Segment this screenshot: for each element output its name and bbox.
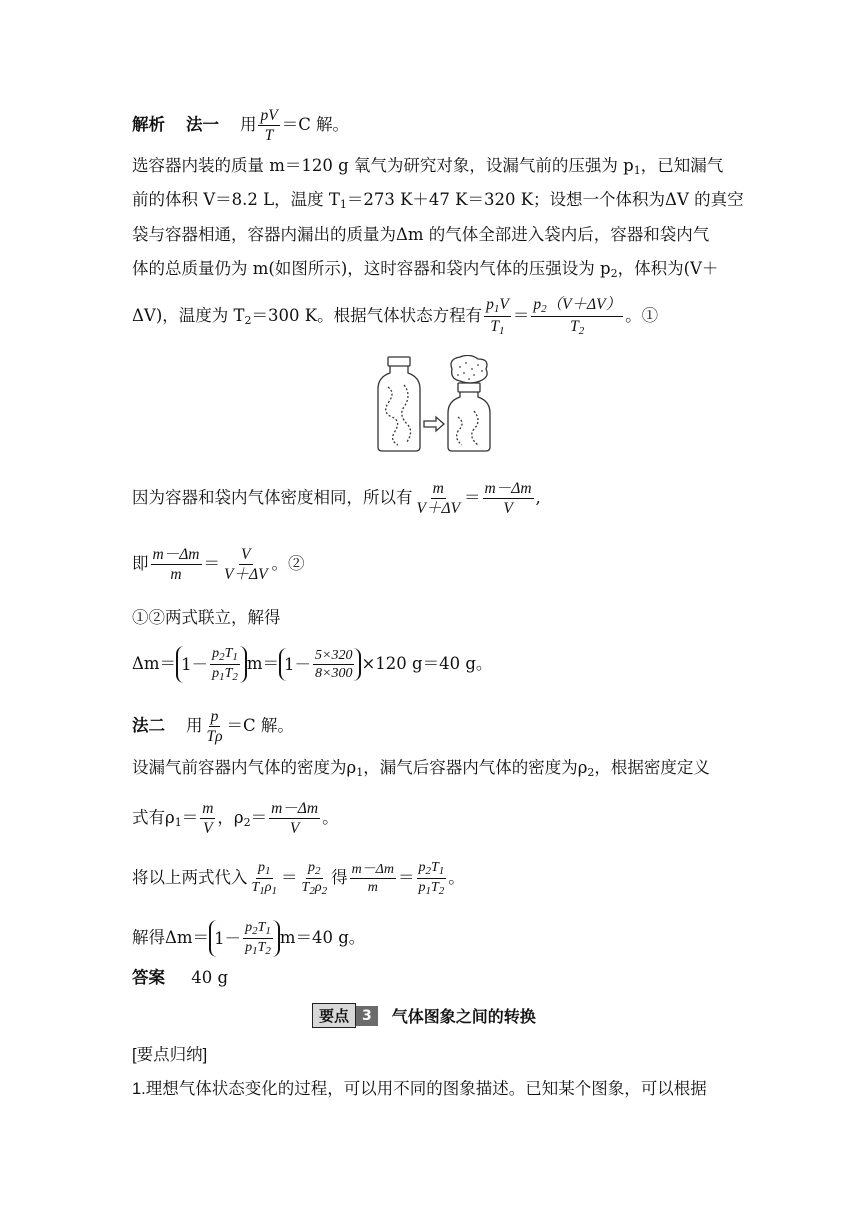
- text-run: 。①: [625, 306, 659, 326]
- equals-c-text: ＝C 解。: [281, 115, 350, 135]
- text-run: 袋与容器相通，容器内漏出的质量为Δm 的气体全部进入袋内后，容器和袋内气: [132, 225, 710, 244]
- key-points-label: [132, 1046, 207, 1066]
- text-run: ΔV)，温度为 T: [132, 306, 245, 326]
- solution-label: 解析: [132, 115, 165, 135]
- text-run: 1.理想气体状态变化的过程，可以用不同的图象描述。已知某个图象，可以根据: [132, 1080, 707, 1098]
- method-two-label: 法二: [132, 716, 165, 736]
- text-run: [要点归纳]: [132, 1046, 208, 1064]
- use-word: 用: [239, 115, 257, 135]
- text-run: Δm＝: [132, 654, 177, 674]
- text-run: ①②两式联立，解得: [132, 608, 281, 627]
- paragraph-line-7: 即 $\frac{m-\Delta m}{m}$ ＝ $\frac{V}{V+\Delta V}$ 。②: [132, 546, 305, 584]
- fraction-m-dm-over-v: $\frac{m-\Delta m}{V}$: [484, 480, 532, 518]
- paragraph-line-3: [132, 225, 709, 245]
- text-run: 前的体积 V＝8.2 L，温度 T: [132, 190, 340, 209]
- section-tag: 要点: [312, 1003, 356, 1028]
- parenthesis-group: 1－ $\frac{p_2T_1}{p_1T_2}$: [209, 920, 280, 957]
- parenthesis-group: 1－ $\frac{p_2T_1}{p_1T_2}$: [176, 646, 247, 683]
- fraction-p2t1-over-p1t2-2: $\frac{p_2T_1}{p_1T_2}$: [418, 860, 445, 898]
- fraction-p-over-trho: $\frac{p}{T\rho}$: [206, 708, 223, 746]
- paragraph-line-13: [132, 920, 365, 957]
- paragraph-line-9: [132, 646, 492, 683]
- text-run: 式有ρ: [132, 808, 175, 828]
- answer-line: [132, 968, 228, 988]
- text-run: 体的总质量仍为 m(如图所示)，这时容器和袋内气体的压强设为 p: [132, 259, 611, 278]
- text-run: 因为容器和袋内气体密度相同，所以有: [132, 488, 413, 508]
- fraction-m-dm-over-m-2: $\frac{m-\Delta m}{m}$: [351, 861, 394, 896]
- paragraph-line-1: 选容器内装的质量 m＝120 g 氧气为研究对象，设漏气前的压强为 $p_1$，已知漏气: [132, 156, 724, 177]
- text-run: m＝: [246, 654, 280, 674]
- text-run: ，体积为(V＋: [617, 259, 719, 278]
- text-run: ，根据密度定义: [594, 758, 710, 777]
- solution-heading-line: [132, 107, 349, 144]
- text-run: ，已知漏气: [640, 156, 724, 175]
- text-run: ×120 g＝40 g。: [361, 654, 493, 674]
- paragraph-line-8: [132, 608, 281, 628]
- fraction-numeric: $\frac{5\times 320}{8\times 300}$: [315, 647, 353, 682]
- equals-c-text: ＝C 解。: [226, 716, 294, 736]
- text-run: 将以上两式代入: [132, 868, 248, 888]
- text-run: 即: [132, 554, 149, 574]
- fraction-p1v-over-t1: $\frac{p_1V}{T_1}$: [486, 296, 509, 338]
- text-run: m＝40 g。: [279, 928, 366, 948]
- section-heading: [312, 1003, 536, 1028]
- answer-value: 40 g: [191, 968, 229, 987]
- fraction-p2-v-dv-over-t2: $\frac{p_2(V+\Delta V)}{T_2}$: [533, 296, 622, 338]
- text-run: ＝300 K。根据气体状态方程有: [251, 306, 483, 326]
- paragraph-line-2: 前的体积 V＝8.2 L，温度 $T_1=273$ K＋47 K＝320 K；设想一个体积为ΔV 的真空: [132, 190, 744, 211]
- fraction-p2t1-over-p1t2: $\frac{p_2T_1}{p_1T_2}$: [212, 646, 238, 684]
- fraction-m-dm-over-m: $\frac{m-\Delta m}{m}$: [152, 546, 200, 584]
- fraction-pv-over-t: $\frac{pV}{T}$: [260, 107, 278, 145]
- fraction-m-over-v-dv: $\frac{m}{V+\Delta V}$: [416, 480, 461, 518]
- use-word: 用: [185, 716, 203, 736]
- section-title: 气体图象之间的转换: [391, 1007, 536, 1026]
- section-index: 3: [356, 1006, 378, 1026]
- text-run: ,: [535, 488, 541, 508]
- fraction-p2t1-over-p1t2-3: $\frac{p_2T_1}{p_1T_2}$: [245, 920, 271, 958]
- fraction-p1-over-t1rho1: $\frac{p_1}{T_1\rho_1}$: [251, 860, 278, 898]
- text-run: 解得Δm＝: [132, 928, 210, 948]
- text-run: 设漏气前容器内气体的密度为ρ: [132, 758, 357, 777]
- text-run: ，漏气后容器内气体的密度为ρ: [363, 758, 588, 777]
- paragraph-line-10: 设漏气前容器内气体的密度为$\rho_1$，漏气后容器内气体的密度为$\rho_2$，根据密度定义: [132, 758, 710, 779]
- fraction-m-dm-over-v-2: $\frac{m-\Delta m}{V}$: [271, 800, 319, 838]
- answer-label: 答案: [132, 968, 165, 987]
- fraction-v-over-v-dv: $\frac{V}{V+\Delta V}$: [224, 546, 268, 584]
- container-and-bag-illustration: [374, 355, 504, 455]
- text-run: 选容器内装的质量 m＝120 g 氧气为研究对象，设漏气前的压强为 p: [132, 156, 634, 175]
- key-points-line-1: [132, 1080, 707, 1100]
- paragraph-line-12: 将以上两式代入 $\frac{p_1}{T_1\rho_1}$ ＝ $\frac{p_2}{T_2\rho_2}$ 得 $\frac{m-\Delta m}{m}$ ＝ $\frac{p_2T_1}{p_1T_2}$ 。: [132, 860, 465, 898]
- paragraph-line-6: 因为容器和袋内气体密度相同，所以有 $\frac{m}{V+\Delta V}$ ＝ $\frac{m-\Delta m}{V}$ ,: [132, 480, 541, 518]
- text-run: ，ρ: [217, 808, 244, 828]
- text-run: 得: [331, 868, 348, 888]
- paragraph-line-11: 式有$\rho_1=$ $\frac{m}{V}$ ，$\rho_2=$ $\frac{m-\Delta m}{V}$ 。: [132, 800, 339, 838]
- text-run: ＝273 K＋47 K＝320 K；设想一个体积为ΔV 的真空: [346, 190, 744, 209]
- text-run: 。: [322, 808, 339, 828]
- fraction-p2-over-t2rho2: $\frac{p_2}{T_2\rho_2}$: [301, 860, 328, 898]
- paragraph-line-5: ΔV)，温度为 $T_2=300$ K。根据气体状态方程有 $\frac{p_1V}{T_1}$ ＝ $\frac{p_2(V+\Delta V)}{T_2}$ 。①: [132, 296, 659, 338]
- method-one-label: 法一: [185, 115, 219, 135]
- paragraph-line-4: 体的总质量仍为 m(如图所示)，这时容器和袋内气体的压强设为 $p_2$，体积为(V＋: [132, 259, 719, 280]
- fraction-m-over-v: $\frac{m}{V}$: [202, 800, 214, 838]
- text-run: 。②: [271, 554, 305, 574]
- method-two-line: [132, 708, 294, 745]
- parenthesis-group: 1－ $\frac{5\times 320}{8\times 300}$: [279, 648, 361, 682]
- text-run: 。: [448, 868, 465, 888]
